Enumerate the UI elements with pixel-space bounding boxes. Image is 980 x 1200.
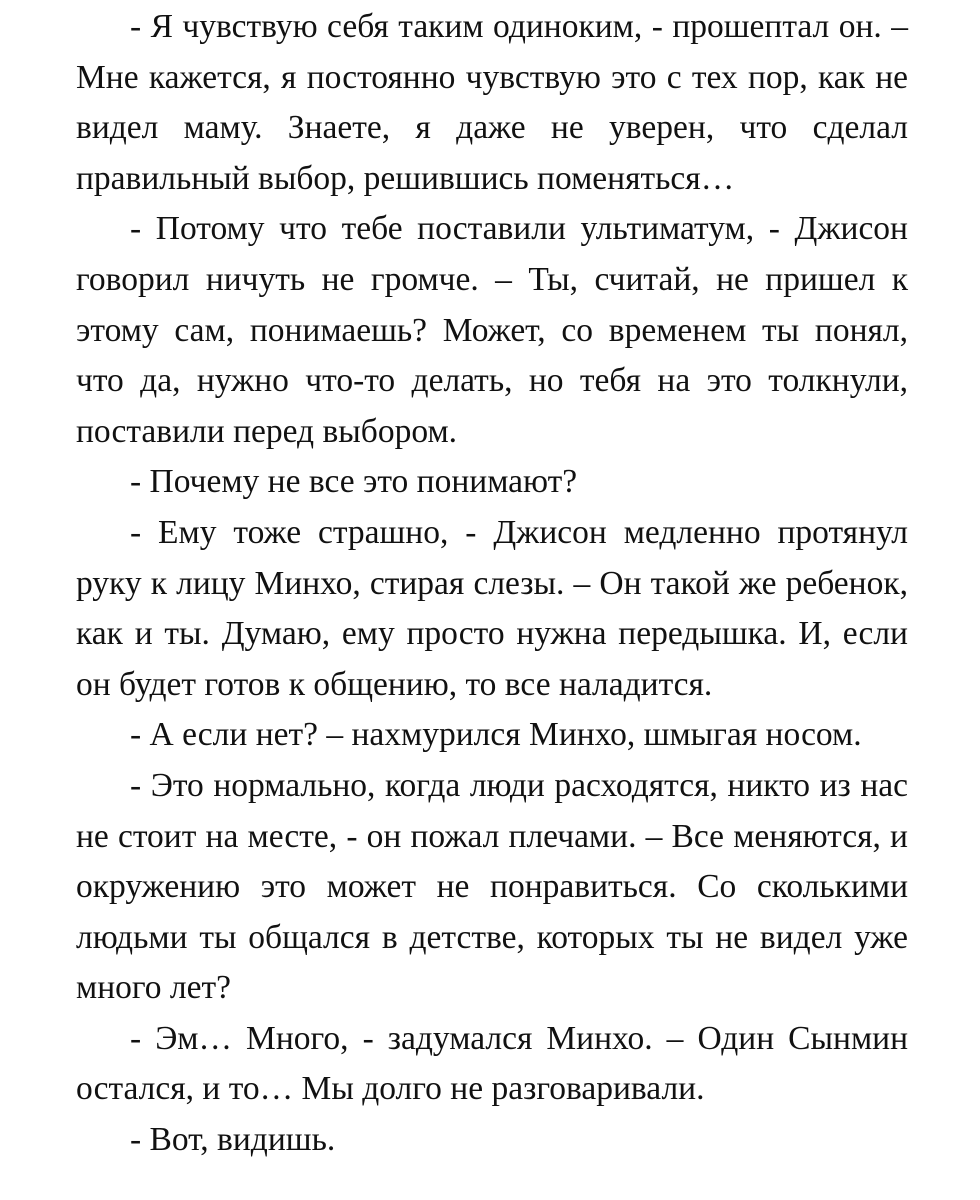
paragraph-2: - Потому что тебе поставили ультиматум, - Джисон говорил ничуть не громче. – Ты, считай, не пришел к этому сам, понимаешь? Может, со временем ты понял, что да, нужно что-то делать, но тебя на это толкнули, поставили перед выбором. xyxy=(76,210,908,450)
paragraph-7: - Эм… Много, - задумался Минхо. – Один Сынмин остался, и то… Мы долго не разговаривали. xyxy=(76,1019,908,1108)
paragraph-4: - Ему тоже страшно, - Джисон медленно протянул руку к лицу Минхо, стирая слезы. – Он такой же ребенок, как и ты. Думаю, ему просто нужна передышка. И, если он будет готов к общению, то все наладится. xyxy=(76,513,908,703)
paragraph-6: - Это нормально, когда люди расходятся, никто из нас не стоит на месте, - он пожал плечами. – Все меняются, и окружению это может не понравиться. Со сколькими людьми ты общался в детстве, которых ты не видел уже много лет? xyxy=(76,766,908,1007)
paragraph-3: - Почему не все это понимают? xyxy=(130,463,578,501)
paragraph-8: - Вот, видишь. xyxy=(130,1121,336,1159)
paragraph-1: - Я чувствую себя таким одиноким, - прошептал он. – Мне кажется, я постоянно чувствую это с тех пор, как не видел маму. Знаете, я даже не уверен, что сделал правильный выбор, решившись поменяться… xyxy=(76,8,908,197)
paragraph-5: - А если нет? – нахмурился Минхо, шмыгая носом. xyxy=(130,716,862,754)
